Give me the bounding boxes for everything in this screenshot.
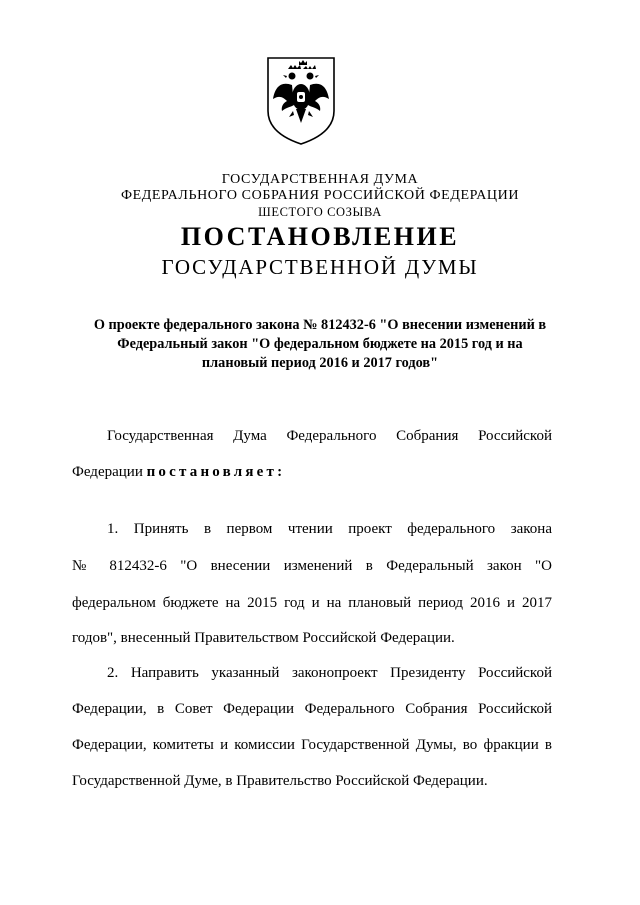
document-title: ПОСТАНОВЛЕНИЕ [180,222,460,251]
item1-line: годов", внесенный Правительством Российской Федерации. [72,630,455,646]
document-subtitle: ГОСУДАРСТВЕННОЙ ДУМЫ [161,255,479,279]
preamble-prefix: Федерации [72,464,143,480]
item2-line: Федерации, в Совет Федерации Федерального Собрания Российской [72,701,552,717]
subject-line: О проекте федерального закона № 812432-6 "О внесении изменений в [93,317,547,333]
item2-line: Федерации, комитеты и комиссии Государственной Думы, во фракции в [72,737,552,753]
item1-line: 1. Принять в первом чтении проект федерального закона [107,521,552,537]
subject-line: плановый период 2016 и 2017 годов" [201,355,439,371]
header-line-duma: ГОСУДАРСТВЕННАЯ ДУМА [221,172,419,187]
header-line-convocation: ШЕСТОГО СОЗЫВА [258,205,382,219]
document-subject [75,316,565,373]
preamble-line: Государственная Дума Федерального Собрания Российской [107,428,552,444]
item1-line: № 812432-6 "О внесении изменений в Федеральный закон "О [72,558,552,574]
item2-line: Государственной Думе, в Правительство Российской Федерации. [72,773,488,789]
resolves-word: постановляет: [146,464,286,480]
emblem-icon [265,55,337,147]
item1-line: федеральном бюджете на 2015 год и на плановый период 2016 и 2017 [72,595,552,611]
item2-line: 2. Направить указанный законопроект Президенту Российской [107,665,552,681]
header-line-assembly: ФЕДЕРАЛЬНОГО СОБРАНИЯ РОССИЙСКОЙ ФЕДЕРАЦИИ [120,188,520,203]
preamble-resolves-line [72,464,552,481]
subject-line: Федеральный закон "О федеральном бюджете на 2015 год и на [117,336,523,352]
